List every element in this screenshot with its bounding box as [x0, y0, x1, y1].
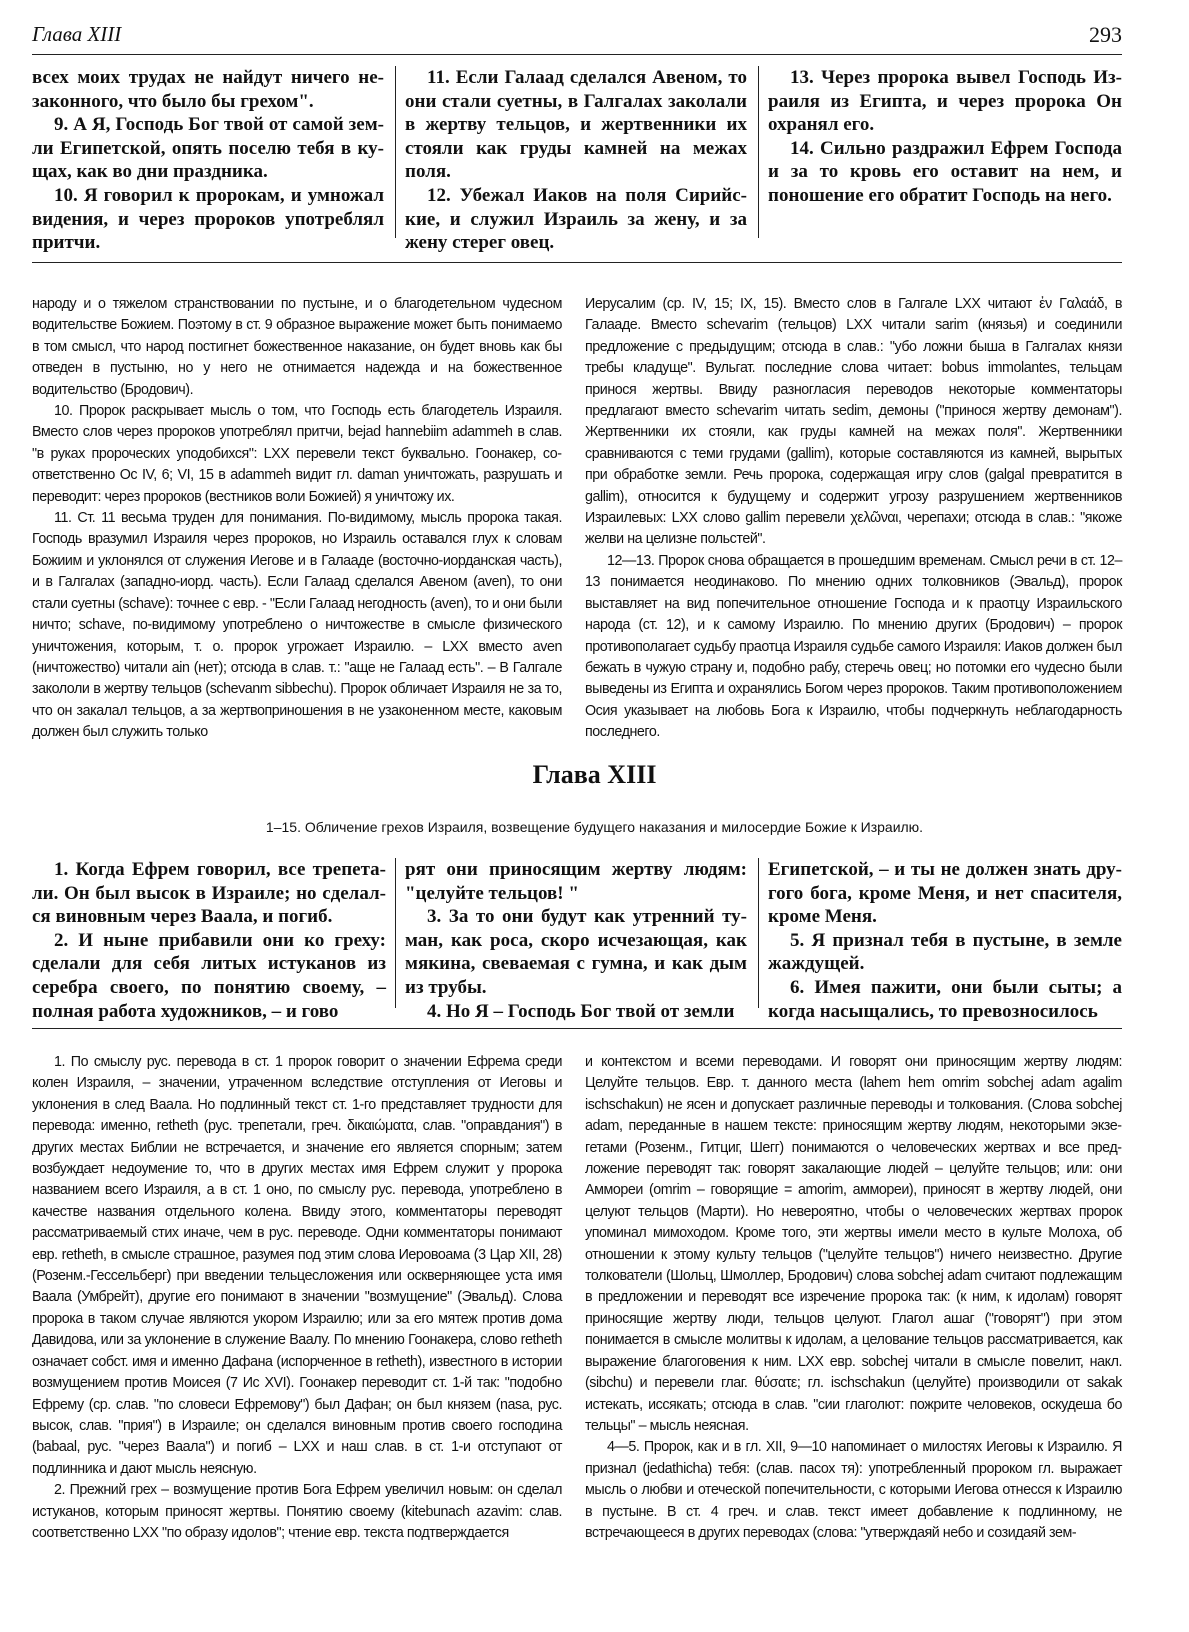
page-header — [32, 20, 1122, 55]
chapter-title: Глава XIII — [532, 760, 657, 789]
commentary-right-column — [585, 294, 1122, 744]
commentary-paragraph: 11. Ст. 11 весьма труден для понимания. По-видимому, мысль пророка такая. Господь вразумил Израиля через пророков, но Израиль оставался глух к словам Божиим и уклонялся от служения Иегове и в Галааде (восточно-иорданская часть), и в Галгалах (западно-иорд. часть). Если Галаад сделался Авеном (aven), то они стали суетны (schave): точнее с евр. - "Если Галаад негодность (aven), то и они были ничто; schave, по-видимому употреблено о ничтожестве в смысле физического уничтожения, которым, т. о. пророк угрожает Израилю. – LXX вместо aven (ничтожество) читали ain (нет); отсюда в слав. т.: "аще не Галаад есть". – В Галгале закололи в жертву тельцов (schevanm sibbechu). Пророк обличает Израиля не за то, что он закалал тельцов, а за жертвоприношения в не узаконенном месте, каковым должен был служить только — [32, 510, 562, 741]
page-number: 293 — [1089, 22, 1122, 47]
commentary-paragraph: 4—5. Пророк, как и в гл. XII, 9—10 напоминает о милостях Иеговы к Израилю. Я признал (jedathicha) тебя: (слав. пасох тя): употребленный пророком гл. выражает мысль о любви и отеческой попечительности, с которыми Иегова отнесся к Израилю в пустыне. В ст. 4 греч. и слав. текст имеет добавление к подлинному, не встречающееся в других переводах (слова: "утверждаяй небо и созидаяй зем- — [585, 1439, 1122, 1541]
commentary-paragraph: 12—13. Пророк снова обращается в прошедшим временам. Смысл речи в ст. 12–13 понимается неодинаково. По мнению одних толковников (Эвальд), пророк выставляет на вид попечительное отношение Господа и к праотцу Израильского народа (ст. 12), и к самому Израилю. По мнению других (Бродович) – пророк противополагает судьбу праотца Израиля судьбе самого Израиля: Иаков должен был бежать в чужую страну и, подобно рабу, стеречь овец; но потомки его чудесно были выведены из Египта и охранялись Богом через пророков. Таким противоположением Осия указывает на любовь Бога к Израилю, чтобы подчеркнуть неблагодарность последнего. — [585, 552, 1122, 741]
top-bible-column-2 — [405, 66, 747, 255]
commentary-paragraph: и контекстом и всеми переводами. И говорят они приносящим жертву людям: Целуйте тельцов. Евр. т. данного места (lahem hem omrim sobchej adam agalim ischschakun) не ясен и допускает различные переводы и толкования. (Слова sobchej adam, переданные в нашем тексте: приносящим жертву людям, некоторыми экзегетами (Розенм., Гитциг, Шегг) понимаются о человеческих жертвах и все предложение переводят так: говорят закалающие людей – целуйте тельцов; или: они Аммореи (omrim – говорящие = amorim, аммореи), приносят в жертву людей, они целуют тельцов (Марти). Но невероятно, чтобы о человеческих жертвах пророк упоминал мимоходом. Кроме того, эти жертвы имели место в культе Молоха, об отношении к этому культу тельцов ("целуйте тельцов") ничего неизвестно. Другие толкователи (Шольц, Шмоллер, Бродович) слова sobchej adam считают подлежащим в предложении и переводят все изречение пророка так: (к ним, к идолам) говорят приносящие жертву люди, тельцов целуют. Глагол ашаг ("говорят") при этом понимается в смысле молитвы к идолам, а целование тельцов рассматривается, как выражение благоговения к ним. LXX евр. sobchej читали в смысле повелит, накл. (sibchu) и перевели глаг. θύσατε; гл. ischschakun (целуйте) производили от sakak истекать, иссякать; отсюда в слав. "сии глаголют: пожрите человеков, оскудеша бо тельцы" – мысль неясная. — [585, 1054, 1122, 1434]
verse-text: 2. И ныне прибавили они ко греху: сделали для себя литых истуканов из серебра своего, по понятию своему, – полная работа художников, – и гово — [32, 929, 386, 1022]
commentary-paragraph: народу и о тяжелом странствовании по пустыне, и о благодетельном чудесном водительстве Божием. Поэтому в ст. 9 образное выражение может быть понимаемо в том смысл, что народ постигнет божественное наказание, он будет вновь как бы отведен в пустыню, но у него не отнимается надежда и на божественное водительство (Бродович). — [32, 296, 562, 398]
column-divider — [395, 66, 396, 238]
commentary-paragraph: 2. Прежний грех – возмущение против Бога Ефрем увеличил новым: он сделал истуканов, которым приносят жертвы. Понятию своему (kitebunach azavim: слав. соответственно LXX "по образу идолов"; чтение евр. текста подтверждается — [32, 1482, 562, 1541]
commentary-paragraph: 1. По смыслу рус. перевода в ст. 1 пророк говорит о значении Ефрема среди колен Израиля, – значении, утраченном вследствие отступления от Иеговы и уклонения в след Ваала. Но подлинный текст ст. 1-го представляет трудности для перевода: именно, retheth (рус. трепетали, греч. δικαιώματα, слав. "оправдания") в других местах Библии не встречается, и значение его является спорным; затем возбуждает недоумение то, что в других местах имя Ефрем служит у пророка названием всего Израиля, а в ст. 1 оно, по смыслу рус. перевода, употреблено в качестве названия отдельного колена. Ввиду этого, комментаторы переводят рассматриваемый стих иначе, чем в рус. переводе. Одни комментаторы понимают евр. retheth, в смысле страшное, разумея под этим слова Иеровоама (3 Цар XII, 28) (Розенм.-Гессельберг) при введении тельцесложения или оскверняющее уста имя Ваала (Умбрейт), другие его понимают в значении "возмущение" (Эвальд). Слова пророка в таком случае являются укором Израилю; или за его мятеж против дома Давидова, или за уклонение в служение Ваалу. По мнению Гоонакера, слово retheth означает собст. имя и именно Дафана (испорченное в retheth), известного в истории возмущением против Моисея (7 Ис XVI). Гоонакер переводит ст. 1-й так: "подобно Ефрему (ср. слав. "по словеси Ефремову") был Дафан; он был князем (nasa, рус. высок, слав. "прия") в Израиле; он сделался виновным против своего господина (babaal, рус. "через Ваала") и погиб – LXX и наш слав. в ст. 1-и отступают от подлинника и дают мысль неясную. — [32, 1054, 562, 1477]
verse-text: 11. Если Галаад сделался Авеном, то они стали суетны, в Галгалах заколали в жертву тельцов, и жертвенники их стояли как груды камней на межах поля. — [405, 67, 747, 183]
verse-text: 10. Я говорил к пророкам, и умножал видения, и через пророков употреблял притчи. — [32, 184, 384, 254]
verse-text: всех моих трудах не найдут ничего незаконного, что было бы грехом". — [32, 67, 384, 112]
commentary-paragraph: Иерусалим (ср. IV, 15; IX, 15). Вместо слов в Галгале LXX читают ἐν Γαλαάδ, в Галааде. Вместо schevarim (тельцов) LXX читали sarim (князья) и соединили предложение с предыдущим; отсюда в слав.: "убо ложни быша в Галгалах князи требы кладуще". Вульгат. последние слова читает: bobus immolantes, тельцам принося жертвы. Ввиду разногласия переводов некоторые комментаторы предлагают вместо schevarim читать sedim, демоны ("принося жертву демонам"). Жертвенники их стояли, как груды камней на межах поля". Жертвенники сравниваются с теми грудами (gallim), которые составляются из камней, вырытых при обработке земли. Речь пророка, содержащая игру слов (galgal превратится в gallim), относится к будущему и содержит угрозу разрушением жертвенников Израилевых: LXX слово gallim перевели χελῶναι, черепахи; отсюда в слав.: "якоже желви на целизне польстей". — [585, 296, 1122, 548]
mid-bible-column-1 — [32, 858, 386, 1023]
verse-text: Египетской, – и ты не должен знать другого бога, кроме Меня, и нет спасителя, кроме Меня. — [768, 859, 1122, 928]
verse-text: 14. Сильно раздражил Ефрем Господа и за то кровь его оставит на нем, и поношение его обратит Господь на него. — [768, 137, 1122, 206]
verse-text: 13. Через пророка вывел Господь Израиля из Египта, и через пророка Он охранял его. — [768, 67, 1122, 136]
mid-bible-column-2 — [405, 858, 747, 1023]
running-head-chapter: Глава XIII — [32, 22, 122, 46]
verse-text: 3. За то они будут как утренний туман, как роса, скоро исчезающая, как мякина, свеваемая с гумна, и как дым из трубы. — [405, 906, 747, 998]
commentary-paragraph: 10. Пророк раскрывает мысль о том, что Господь есть благодетель Израиля. Вместо слов через пророков употреблял притчи, bejad hannebiim adammeh в слав. "в руках пророческих уподобихся": LXX перевели текст буквально. Гоонакер, соответственно Ос IV, 6; VI, 15 в adammeh видит гл. daman уничтожать, разрушать и переводит: через пророков (вестников воли Божией) я уничтожу их. — [32, 403, 562, 505]
verse-text: 9. А Я, Господь Бог твой от самой земли Египетской, опять поселю тебя в кущах, как во дни праздника. — [32, 114, 384, 183]
commentary-right-column — [585, 1052, 1122, 1544]
mid-bible-column-3 — [768, 858, 1122, 1023]
verse-text: 1. Когда Ефрем говорил, все трепетали. Он был высок в Израиле; но сделался виновным через Ваала, и погиб. — [32, 859, 386, 928]
verse-text: рят они приносящим жертву людям: "целуйте тельцов! " — [405, 859, 747, 904]
commentary-left-column — [32, 294, 562, 744]
chapter-summary: 1–15. Обличение грехов Израиля, возвещение будущего наказания и милосердие Божие к Израилю. — [265, 819, 924, 835]
verse-text: 12. Убежал Иаков на поля Сирийские, и служил Израиль за жену, и за жену стерег овец. — [405, 184, 747, 254]
verse-text: 6. Имея пажити, они были сыты; а когда насыщались, то превозносилось — [768, 976, 1122, 1022]
commentary-left-column — [32, 1052, 562, 1544]
verse-text: 4. Но Я – Господь Бог твой от земли — [427, 1000, 735, 1022]
column-divider — [758, 858, 759, 1008]
column-divider — [395, 858, 396, 1008]
verse-text: 5. Я признал тебя в пустыне, в земле жаждущей. — [768, 929, 1122, 975]
top-bible-column-3 — [768, 66, 1122, 208]
section-divider — [32, 262, 1122, 263]
section-divider — [32, 1028, 1122, 1029]
top-bible-column-1 — [32, 66, 384, 255]
column-divider — [758, 66, 759, 238]
